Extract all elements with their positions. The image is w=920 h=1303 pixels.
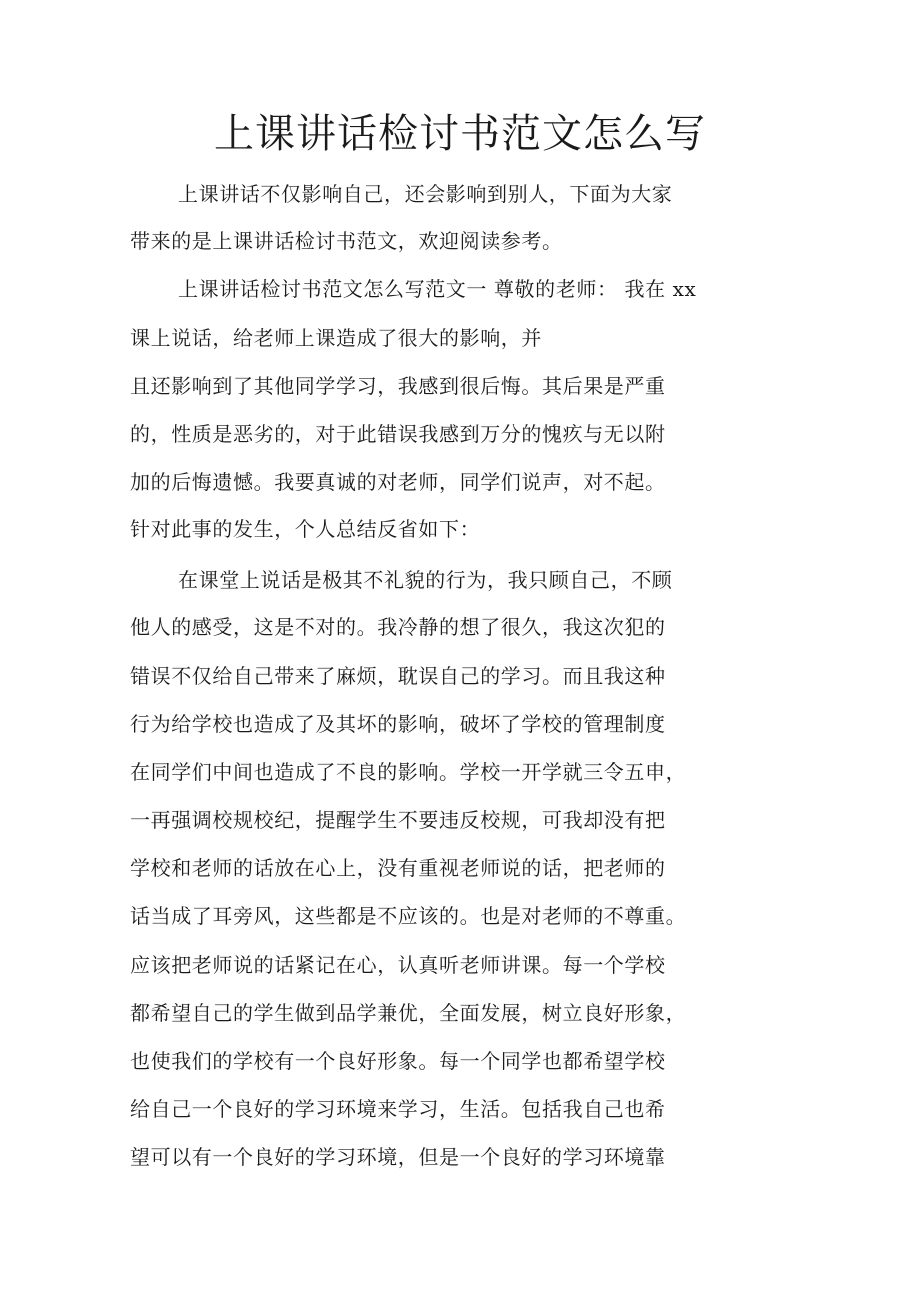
text-line-3: 上课讲话检讨书范文怎么写范文一 尊敬的老师： 我在 xx (178, 277, 697, 301)
text-line-16: 话当成了耳旁风，这些都是不应该的。也是对老师的不尊重。 (130, 904, 687, 928)
text-line-19: 也使我们的学校有一个良好形象。每一个同学也都希望学校 (130, 1049, 666, 1073)
document-title: 上课讲话检讨书范文怎么写 (214, 111, 706, 157)
text-line-2: 带来的是上课讲话检讨书范文，欢迎阅读参考。 (130, 229, 563, 253)
text-line-10: 他人的感受，这是不对的。我冷静的想了很久，我这次犯的 (130, 615, 666, 639)
text-line-18: 都希望自己的学生做到品学兼优，全面发展，树立良好形象， (130, 1001, 687, 1025)
text-line-11: 错误不仅给自己带来了麻烦，耽误自己的学习。而且我这种 (130, 664, 666, 688)
text-line-17: 应该把老师说的话紧记在心，认真听老师讲课。每一个学校 (130, 953, 666, 977)
text-line-15: 学校和老师的话放在心上，没有重视老师说的话，把老师的 (130, 856, 666, 880)
text-line-12: 行为给学校也造成了及其坏的影响，破坏了学校的管理制度 (130, 712, 666, 736)
text-line-7: 加的后悔遗憾。我要真诚的对老师，同学们说声，对不起。 (130, 470, 666, 494)
text-line-21: 望可以有一个良好的学习环境，但是一个良好的学习环境靠 (130, 1145, 666, 1169)
text-line-14: 一再强调校规校纪，提醒学生不要违反校规，可我却没有把 (130, 808, 666, 832)
text-line-8: 针对此事的发生，个人总结反省如下： (130, 517, 481, 541)
text-line-1: 上课讲话不仅影响自己，还会影响到别人，下面为大家 (178, 182, 673, 206)
text-line-4: 课上说话，给老师上课造成了很大的影响，并 (130, 326, 542, 350)
text-line-13: 在同学们中间也造成了不良的影响。学校一开学就三令五申， (130, 760, 687, 784)
text-line-20: 给自己一个良好的学习环境来学习，生活。包括我自己也希 (130, 1097, 666, 1121)
text-line-6: 的，性质是恶劣的，对于此错误我感到万分的愧疚与无以附 (130, 422, 666, 446)
text-line-5: 且还影响到了其他同学学习，我感到很后悔。其后果是严重 (130, 374, 666, 398)
text-line-9: 在课堂上说话是极其不礼貌的行为，我只顾自己，不顾 (178, 568, 673, 592)
